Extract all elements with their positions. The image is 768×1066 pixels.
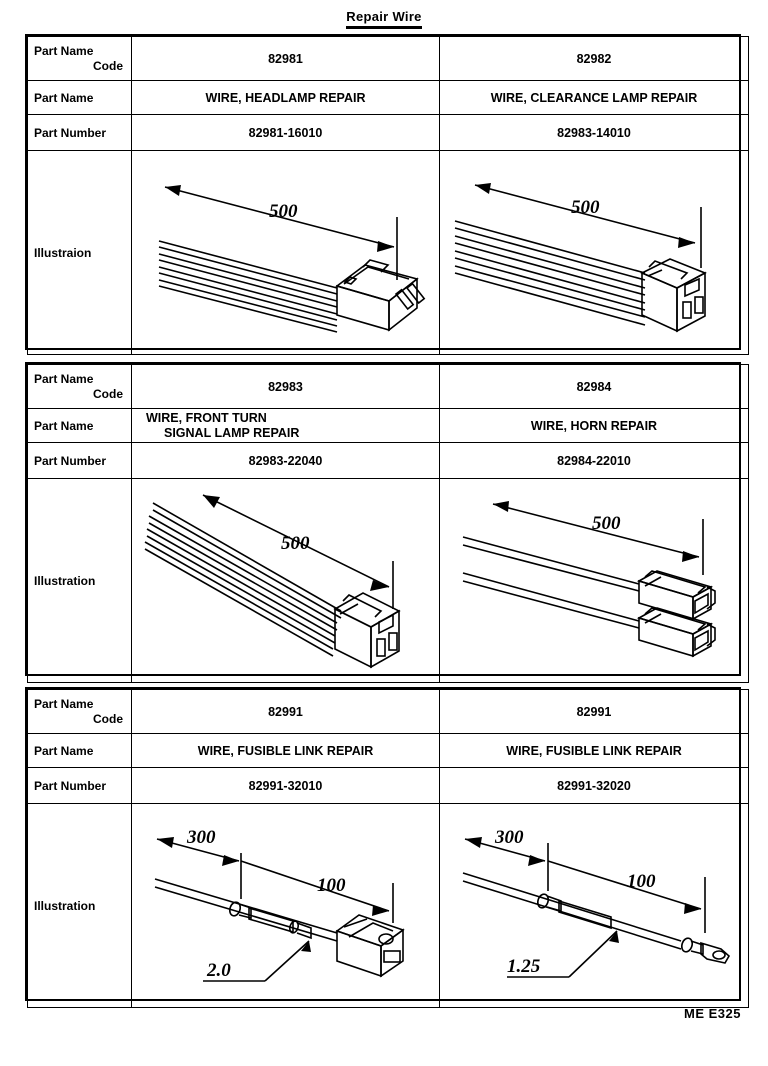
- cell-part-name-a: WIRE, HEADLAMP REPAIR: [132, 81, 440, 115]
- cell-part-name-a: WIRE, FUSIBLE LINK REPAIR: [132, 734, 440, 768]
- row-label-part-number: Part Number: [28, 768, 132, 804]
- table-row: [28, 768, 749, 804]
- row-label-part-number: Part Number: [28, 115, 132, 151]
- table-row: [28, 443, 749, 479]
- row-label-line1: Part Name: [34, 43, 94, 58]
- row-label-illustration: Illustration: [28, 804, 132, 1008]
- row-label-illustration: Illustration: [28, 479, 132, 683]
- cell-part-name-code-a: 82991: [132, 690, 440, 734]
- row-label-part-name: Part Name: [28, 734, 132, 768]
- cell-illustration-82984: [440, 479, 749, 683]
- cell-illustration-82983: [132, 479, 440, 683]
- wire-diagram-clearance-lamp-repair: [449, 155, 739, 351]
- cell-part-name-code-b: 82984: [440, 365, 749, 409]
- gauge-label-1-25: 1.25: [507, 955, 541, 977]
- row-label-line2: Code: [93, 386, 123, 401]
- row-label-illustration: Illustraion: [28, 151, 132, 355]
- cell-part-name-b: WIRE, HORN REPAIR: [440, 409, 749, 443]
- row-label-part-name: Part Name: [28, 81, 132, 115]
- row-label-part-name-code: [28, 37, 132, 81]
- table-row: [28, 734, 749, 768]
- row-label-line1: Part Name: [34, 696, 94, 711]
- wire-diagram-fusible-link-repair-connector: [141, 811, 431, 1001]
- table-row: [28, 479, 749, 683]
- cell-part-name-code-a: 82983: [132, 365, 440, 409]
- wire-diagram-horn-repair: [449, 481, 739, 681]
- parts-table-3: [25, 687, 741, 1001]
- parts-table-1: [25, 34, 741, 350]
- table-row: [28, 81, 749, 115]
- wire-diagram-front-turn-signal-lamp-repair: [141, 481, 431, 681]
- dimension-label-100: 100: [627, 870, 656, 892]
- cell-part-name-a: [132, 409, 440, 443]
- cell-part-name-code-a: 82981: [132, 37, 440, 81]
- dimension-label-300: 300: [495, 826, 524, 848]
- dimension-label-500: 500: [280, 532, 309, 554]
- row-label-part-name-code: [28, 365, 132, 409]
- cell-part-name-b: WIRE, FUSIBLE LINK REPAIR: [440, 734, 749, 768]
- row-label-line1: Part Name: [34, 371, 94, 386]
- cell-illustration-82981: [132, 151, 440, 355]
- dimension-label-300: 300: [186, 826, 215, 848]
- cell-part-number-b: 82991-32020: [440, 768, 749, 804]
- dimension-label-500: 500: [571, 196, 600, 218]
- row-label-part-name-code: [28, 690, 132, 734]
- table-row: [28, 365, 749, 409]
- cell-part-number-b: 82984-22010: [440, 443, 749, 479]
- cell-part-number-a: 82991-32010: [132, 768, 440, 804]
- cell-part-name-code-b: 82991: [440, 690, 749, 734]
- table-row: [28, 690, 749, 734]
- cell-part-name-code-b: 82982: [440, 37, 749, 81]
- table-row: [28, 115, 749, 151]
- row-label-line2: Code: [93, 58, 123, 73]
- page-title-container: [0, 8, 768, 29]
- dimension-label-500: 500: [268, 200, 297, 222]
- row-label-part-number: Part Number: [28, 443, 132, 479]
- cell-part-number-a: 82981-16010: [132, 115, 440, 151]
- part-name-line-1: WIRE, FRONT TURN: [146, 410, 267, 425]
- cell-illustration-82982: [440, 151, 749, 355]
- table-row: [28, 151, 749, 355]
- cell-part-number-b: 82983-14010: [440, 115, 749, 151]
- part-name-line-2: SIGNAL LAMP REPAIR: [164, 425, 300, 440]
- dimension-label-100: 100: [316, 874, 345, 896]
- table-row: [28, 804, 749, 1008]
- wire-diagram-fusible-link-repair-eyelet: [449, 811, 739, 1001]
- page-title: Repair Wire: [346, 9, 421, 29]
- table-row: [28, 37, 749, 81]
- table-row: [28, 409, 749, 443]
- cell-illustration-82991-32010: [132, 804, 440, 1008]
- gauge-label-2-0: 2.0: [206, 959, 231, 981]
- cell-part-name-b: WIRE, CLEARANCE LAMP REPAIR: [440, 81, 749, 115]
- wire-diagram-headlamp-repair: [141, 155, 431, 351]
- cell-illustration-82991-32020: [440, 804, 749, 1008]
- row-label-line2: Code: [93, 711, 123, 726]
- row-label-part-name: Part Name: [28, 409, 132, 443]
- dimension-label-500: 500: [592, 512, 621, 534]
- document-code: ME E325: [684, 1006, 741, 1021]
- parts-table-2: [25, 362, 741, 676]
- cell-part-number-a: 82983-22040: [132, 443, 440, 479]
